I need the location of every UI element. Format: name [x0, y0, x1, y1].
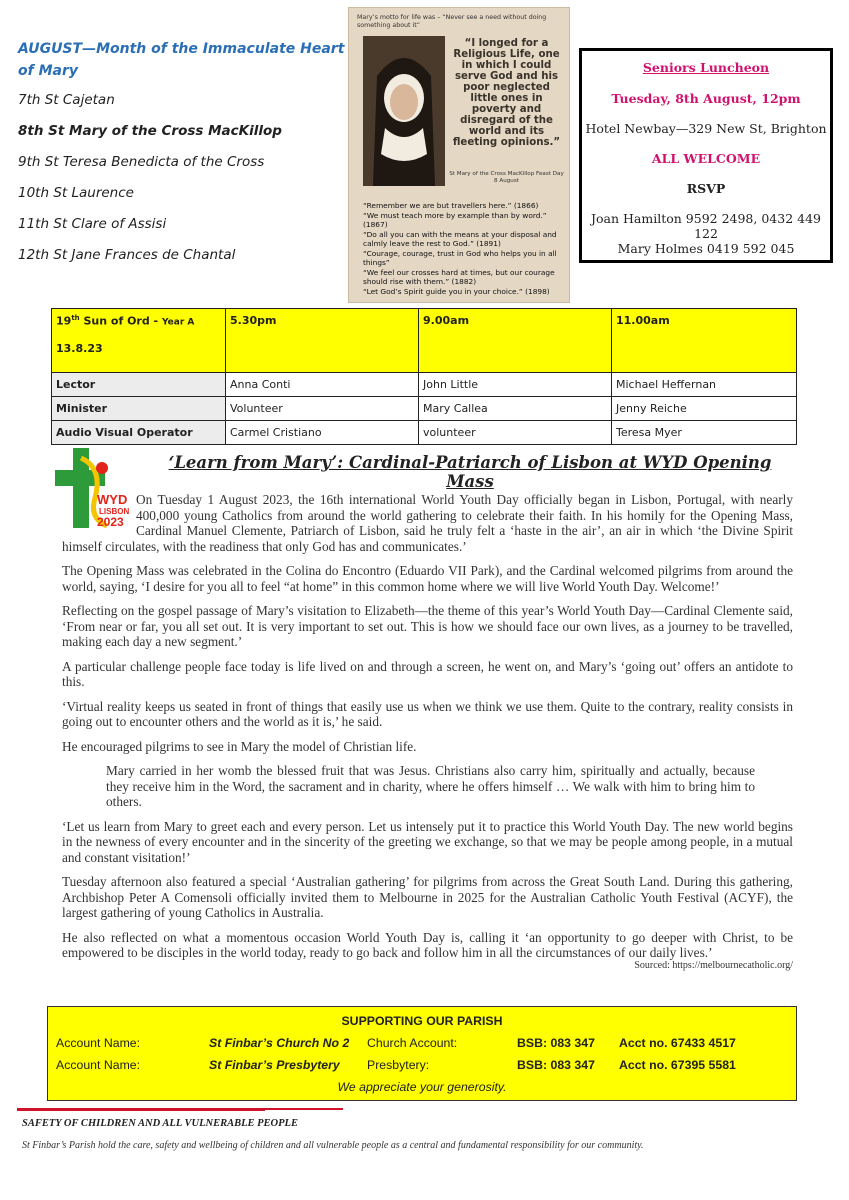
mary-quote-line: “Let God’s Spirit guide you in your choice.” (1898) [363, 286, 550, 296]
week-label: Sun of Ord - [79, 314, 162, 328]
account-number: Acct no. 67395 5581 [619, 1058, 736, 1072]
week-number: 19 [56, 314, 72, 328]
mary-quote-line: “We must teach more by example than by word.” (1867) [363, 210, 547, 229]
logo-year-text: 2023 [97, 515, 124, 528]
mary-mackillop-card [348, 7, 570, 303]
saint-item: 12th St Jane Frances de Chantal [18, 247, 236, 263]
logo-wyd-text: WYD [97, 492, 128, 507]
account-bsb: BSB: 083 347 [517, 1036, 595, 1050]
article-paragraph: The Opening Mass was celebrated in the Colina do Encontro (Eduardo VII Park), and the Cardinal welcomed pilgrims from around the world, saying, ‘I desire for you all to feel “at home” in this common home where we will live World Youth Day. Welcome!’ [62, 563, 793, 594]
roster-role: Audio Visual Operator [52, 421, 226, 445]
article-blockquote: Mary carried in her womb the blessed fruit that was Jesus. Christians also carry him, spiritually and actually, because they receive him in the Word, the sacrament and in charity, where he offers himself … We walk with him to bring him to others. [106, 763, 755, 809]
saint-item: 7th St Cajetan [18, 92, 115, 108]
week-year: Year A [161, 317, 195, 328]
saints-list [18, 38, 348, 277]
roster-name: Jenny Reiche [612, 397, 797, 421]
account-number: Acct no. 67433 4517 [619, 1036, 736, 1050]
mary-quote-line: “We feel our crosses hard at times, but our courage should rise with them.” (1882) [363, 267, 555, 286]
mary-portrait-image [363, 36, 445, 186]
article-source: Sourced: https://melbournecatholic.org/ [634, 960, 793, 971]
roster-row [52, 373, 797, 397]
roster-row [52, 397, 797, 421]
divider [17, 1108, 265, 1111]
mary-quotes-list [363, 201, 563, 296]
article-paragraph: ‘Let us learn from Mary to greet each and every person. Let us intensely put it to practice this World Youth Day. The new world begins in the newness of every encounter and in the sincerity of the greeting we exchange, so that we may be people among people, in a mutual and constant visitation!’ [62, 818, 793, 865]
seniors-title: Seniors Luncheon [642, 60, 770, 75]
mary-quote-line: “Remember we are but travellers here.” (1866) [363, 201, 539, 210]
seniors-contact: Mary Holmes 0419 592 045 [617, 241, 795, 256]
saint-item: 10th St Laurence [18, 185, 134, 201]
article-paragraph: He encouraged pilgrims to see in Mary the model of Christian life. [62, 738, 417, 754]
roster-name: Michael Heffernan [612, 373, 797, 397]
roster-name: volunteer [419, 421, 612, 445]
account-name: St Finbar’s Presbytery [209, 1058, 340, 1072]
roster-name: Mary Callea [419, 397, 612, 421]
week-date: 13.8.23 [56, 341, 103, 355]
seniors-luncheon-box [579, 48, 833, 263]
safety-title: SAFETY OF CHILDREN AND ALL VULNERABLE PEOPLE [22, 1118, 298, 1129]
article-paragraph: Reflecting on the gospel passage of Mary’s visitation to Elizabeth—the theme of this year’s World Youth Day—Cardinal Clemente said, ‘From near or far, you all set out. It is very important to set out. This is how we should face our own lives, as a journey to be travelled, making each day a new segment.’ [62, 603, 793, 649]
article-title: ‘Learn from Mary’: Cardinal-Patriarch of Lisbon at WYD Opening Mass [168, 453, 772, 491]
mary-quote-line: “Do all you can with the means at your disposal and calmly leave the rest to God.” (1891) [363, 229, 557, 248]
mass-time: 9.00am [419, 309, 612, 373]
divider [265, 1108, 343, 1110]
roster-name: Volunteer [226, 397, 419, 421]
account-type: Church Account: [367, 1036, 458, 1050]
roster-week-cell [52, 309, 226, 373]
article-paragraph: He also reflected on what a momentous occasion World Youth Day is, calling it ‘an opportunity to go deeper with Christ, to be empowered to be disciples in the world today, ready to go back and follow him in all the circumstances of our daily lives.’ [62, 929, 793, 960]
account-bsb: BSB: 083 347 [517, 1058, 595, 1072]
saint-item: 8th St Mary of the Cross MacKillop [18, 123, 282, 139]
account-type: Presbytery: [367, 1058, 430, 1072]
mary-quote: “I longed for a Religious Life, one in which I could serve God and his poor neglected little ones in poverty and disregard of the world and its fleeting opinions.” [452, 38, 561, 148]
roster-name: Carmel Cristiano [226, 421, 419, 445]
article-paragraph: On Tuesday 1 August 2023, the 16th international World Youth Day officially began in Lisbon, Portugal, with nearly 400,000 young Catholics from around the world gathering to celebrate their faith. In his homily for the Opening Mass, Cardinal Manuel Clemente, Patriarch of Lisbon, said he truly felt a ‘haste in the air’, an air in which ‘the Divine Spirit himself circulates, with the readiness that only God has and communicates.’ [62, 492, 793, 554]
month-heading: AUGUST—Month of the Immaculate Heart of Mary [18, 41, 345, 79]
logo-spacer [62, 492, 136, 536]
mass-time: 5.30pm [226, 309, 419, 373]
support-title: SUPPORTING OUR PARISH [341, 1014, 503, 1028]
support-thanks: We appreciate your generosity. [337, 1080, 507, 1094]
week-suffix: th [71, 314, 80, 322]
roster-header-row [52, 309, 797, 373]
seniors-welcome: ALL WELCOME [651, 151, 761, 166]
mass-roster-table [51, 308, 797, 445]
roster-role: Lector [52, 373, 226, 397]
account-label: Account Name: [56, 1036, 141, 1050]
article-paragraph: ‘Virtual reality keeps us seated in front of things that easily use us when we think we use them. Quite to the contrary, reality consists in going out to encounter others and the world as it is,’ he said. [62, 698, 793, 729]
article-paragraph: A particular challenge people face today is life lived on and through a screen, he went on, and Mary’s ‘going out’ offers an antidote to this. [62, 658, 793, 689]
safety-text: St Finbar’s Parish hold the care, safety and wellbeing of children and all vulnerable people as a central and fundamental responsibility for our community. [22, 1140, 644, 1151]
roster-name: Teresa Myer [612, 421, 797, 445]
mary-feast-day: St Mary of the Cross MacKillop Feast Day 8 August [449, 171, 564, 184]
roster-name: Anna Conti [226, 373, 419, 397]
article-paragraph: Tuesday afternoon also featured a special ‘Australian gathering’ for pilgrims from across the Great South Land. During this gathering, Archbishop Peter A Comensoli officially invited them to Melbourne in 2025 for the Australian Catholic Youth Festival (ACYF), the largest gathering of young Catholics in Australia. [62, 874, 793, 920]
account-label: Account Name: [56, 1058, 141, 1072]
article-body [62, 492, 793, 970]
mary-quote-line: “Courage, courage, trust in God who helps you in all things” [363, 248, 557, 267]
mary-motto: Mary’s motto for life was – “Never see a need without doing something about it” [357, 14, 547, 29]
roster-role: Minister [52, 397, 226, 421]
roster-row [52, 421, 797, 445]
seniors-venue: Hotel Newbay—329 New St, Brighton [585, 121, 827, 136]
account-name: St Finbar’s Church No 2 [209, 1036, 350, 1050]
seniors-date: Tuesday, 8th August, 12pm [611, 91, 801, 106]
saint-item: 9th St Teresa Benedicta of the Cross [18, 154, 265, 170]
seniors-contact: Joan Hamilton 9592 2498, 0432 449 122 [591, 211, 821, 241]
mass-time: 11.00am [612, 309, 797, 373]
logo-lisbon-text: LISBON [99, 507, 130, 516]
seniors-rsvp: RSVP [686, 181, 726, 196]
roster-name: John Little [419, 373, 612, 397]
supporting-parish-box [47, 1006, 797, 1101]
saint-item: 11th St Clare of Assisi [18, 216, 167, 232]
